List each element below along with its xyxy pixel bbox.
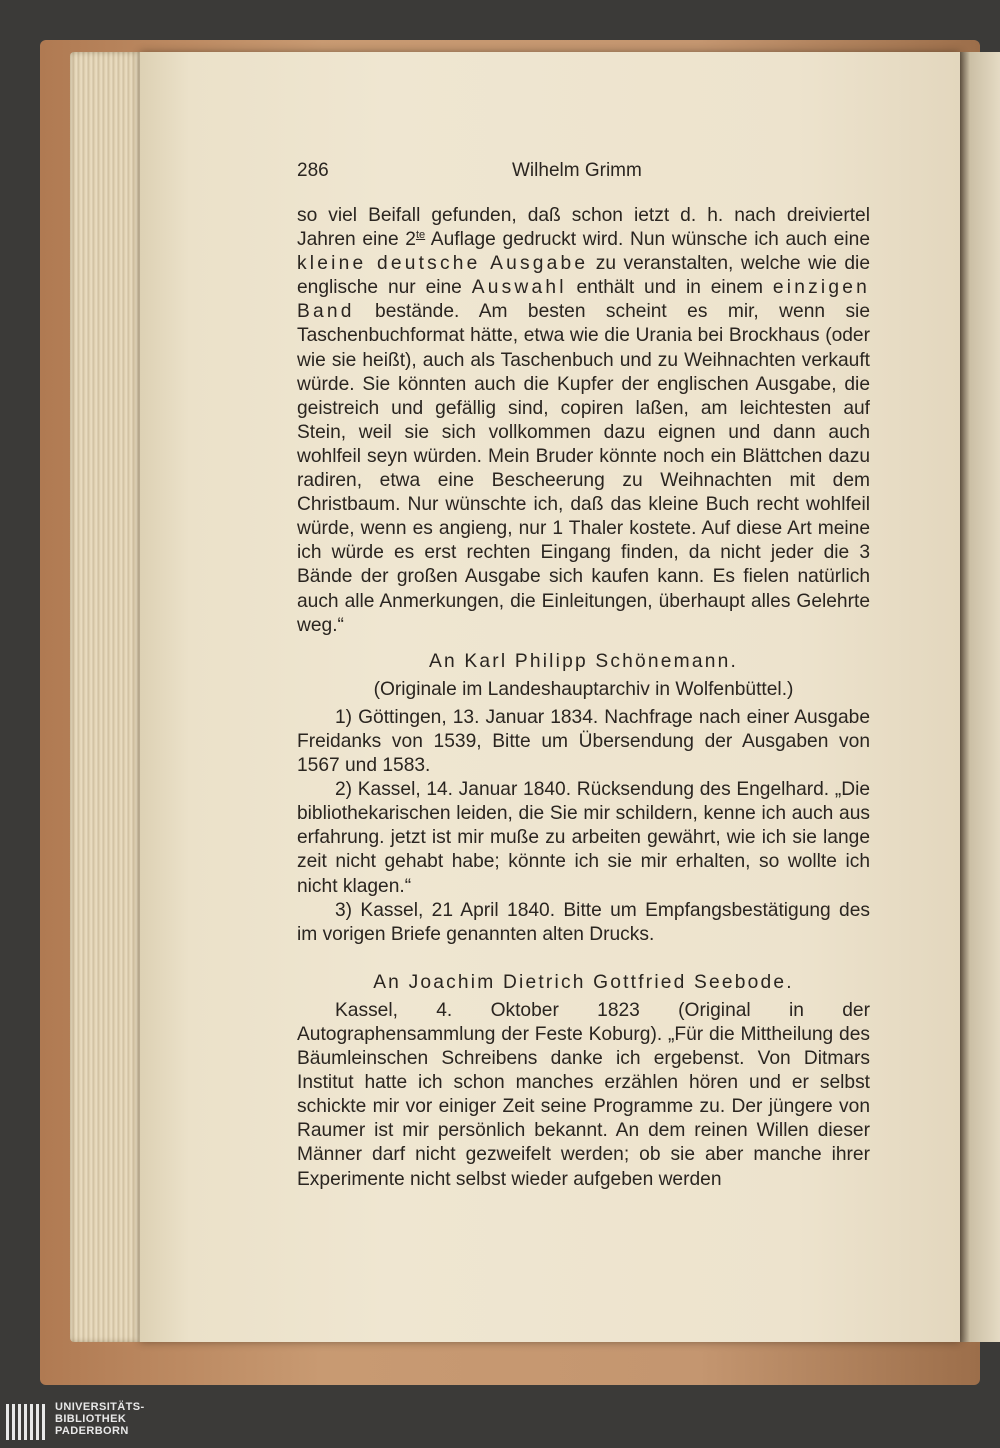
running-head <box>297 160 870 190</box>
section-heading-schoenemann: An Karl Philipp Schönemann. <box>429 650 738 672</box>
letter-entry-1: 1) Göttingen, 13. Januar 1834. Nachfrage nach einer Ausgabe Freidanks von 1539, Bitte um Übersendung der Ausgaben von 1567 und 1583. <box>297 706 870 777</box>
logo-line: PADERBORN <box>55 1425 129 1437</box>
logo-line: BIBLIOTHEK <box>55 1413 127 1425</box>
page-number: 286 <box>297 160 329 181</box>
facing-page-edge <box>960 52 1000 1342</box>
logo-line: UNIVERSITÄTS- <box>55 1401 145 1413</box>
spaced-emphasis: einzigen Band <box>297 277 870 323</box>
spaced-emphasis: kleine deutsche Ausgabe <box>297 253 589 275</box>
letter-entry-2: 2) Kassel, 14. Januar 1840. Rücksendung des Engelhard. „Die bibliothekarischen leiden, die Sie mir schildern, kenne ich auch aus erfahrung. jetzt ist mir muße zu arbeiten gewährt, wie ich sie lange zeit nicht gehabt habe; könnte ich sie mir erhalten, so wollte ich nicht klagen.“ <box>297 779 870 897</box>
running-title: Wilhelm Grimm <box>512 160 642 181</box>
superscript: te <box>415 229 426 242</box>
text-run: so viel Beifall gefunden, daß schon ietzt d. h. nach dreiviertel Jahren eine 2 <box>297 205 870 251</box>
letter-entry-seebode: Kassel, 4. Oktober 1823 (Original in der Autographensammlung der Feste Koburg). „Für die Mittheilung des Bäumleinschen Schreibens danke ich ergebenst. Von Ditmars Institut hatte ich schon manches erzählen hören und er selbst schickte mir vor einiger Zeit seine Programme zu. Der jüngere von Raumer ist mir persönlich bekannt. An dem reinen Willen dieser Männer darf nicht gezweifelt werden; ob sie aber manche ihrer Experimente nicht selbst wieder aufgeben werden <box>297 999 870 1190</box>
spaced-emphasis: Auswahl <box>471 277 567 299</box>
library-logo-text <box>55 1401 145 1437</box>
paragraph-continuation <box>297 204 870 638</box>
section-subheading: (Originale im Landeshauptarchiv in Wolfenbüttel.) <box>373 678 794 700</box>
text-run: zu veranstalten, welche wie die englische nur eine <box>297 253 870 299</box>
text-run: Auflage gedruckt wird. Nun wünsche ich auch eine <box>425 229 871 251</box>
section-heading-seebode: An Joachim Dietrich Gottfried Seebode. <box>373 971 794 993</box>
text-run: enthält und in einem <box>566 277 773 299</box>
library-footer <box>0 1398 1000 1448</box>
letter-entry-3: 3) Kassel, 21 April 1840. Bitte um Empfangsbestätigung des im vorigen Briefe genannten alten Drucks. <box>297 899 870 945</box>
text-run: bestände. Am besten scheint es mir, wenn sie Taschenbuchformat hätte, etwa wie die Urania bei Brockhaus (oder wie sie heißt), auch als Taschenbuch und zu Weihnachten verkauft würde. Sie könnten auch die Kupfer der englischen Ausgabe, die geistreich und gefällig sind, copiren laßen, am leichtesten auf Stein, weil sie sich vollkommen dazu eignen und dann auch wohlfeil seyn würden. Mein Bruder könnte noch ein Blättchen dazu radiren, etwa eine Bescheerung zu Weihnachten mit dem Christbaum. Nur wünschte ich, daß das kleine Buch recht wohlfeil würde, wenn es angieng, nur 1 Thaler kostete. Auf diese Art meine ich würde es erst rechten Eingang finden, da nicht jeder die 3 Bände der großen Ausgabe sich kaufen kann. Es fielen natürlich auch alle Anmerkungen, die Einleitungen, überhaupt alles Gelehrte weg.“ <box>297 301 870 636</box>
body-text <box>297 204 870 1192</box>
library-logo-icon <box>6 1402 48 1442</box>
